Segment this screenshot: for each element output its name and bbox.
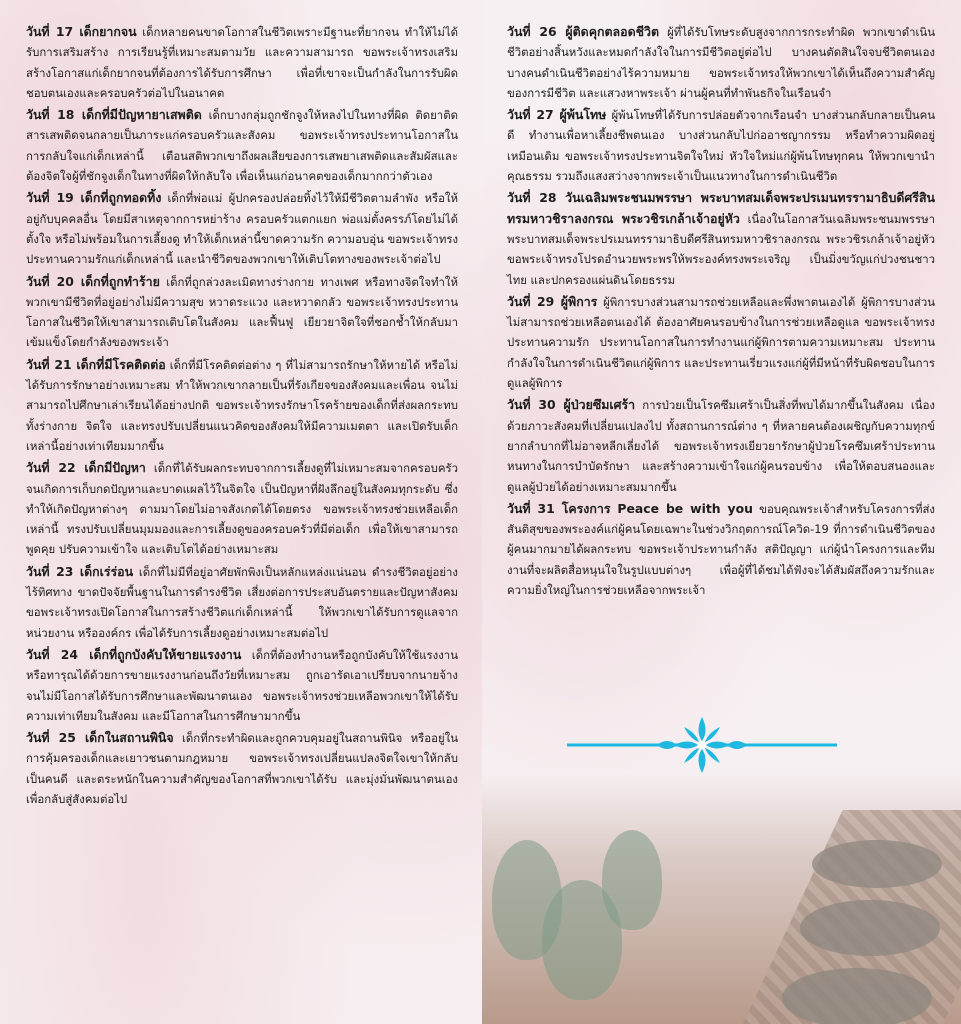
entry-day-24 <box>26 645 458 726</box>
entry-heading: วันที่ 19 เด็กที่ถูกทอดทิ้ง <box>26 190 162 206</box>
entry-body: เด็กที่ไม่มีที่อยู่อาศัยพักพิงเป็นหลักแหล่งแน่นอน ดำรงชีวิตอยู่อย่างไร้ทิศทาง ขาดปัจจัยพื้นฐานในการดำรงชีวิต เสี่ยงต่อการประสบอันตรายและปัญหาสังคม ขอพระเจ้าทรงเปิดโอกาสในการสร้างชีวิตแก่เด็กเหล่านี้ ให้พวกเขาได้รับการดูแลจากหน่วยงาน หรือองค์กร เพื่อได้รับการเลี้ยงดูอย่างเหมาะสมต่อไป <box>26 564 458 640</box>
entry-day-17 <box>26 22 458 103</box>
entry-heading: วันที่ 26 ผู้ติดคุกตลอดชีวิต <box>507 24 660 39</box>
entry-day-21 <box>26 355 458 456</box>
entry-day-26 <box>507 22 935 103</box>
entry-heading: วันที่ 25 เด็กในสถานพินิจ <box>26 730 174 746</box>
entry-day-27 <box>507 105 935 186</box>
stepping-stone <box>800 900 940 956</box>
stepping-stone <box>812 840 942 888</box>
entry-body: เนื่องในโอกาสวันเฉลิมพระชนมพรรษา พระบาทสมเด็จพระปรเมนทรรามาธิบดีศรีสินทรมหาวชิราลงกรณ พระวชิรเกล้าเจ้าอยู่หัว ขอพระเจ้าทรงโปรดอำนวยพระพรให้พระองค์ทรงพระเจริญ เป็นมิ่งขวัญแก่ปวงชนชาวไทย และปกครองแผ่นดินโดยธรรม <box>507 211 935 287</box>
entry-heading: วันที่ 18 เด็กที่มีปัญหายาเสพติด <box>26 107 202 123</box>
entry-heading: วันที่ 21 เด็กที่มีโรคติดต่อ <box>26 356 166 372</box>
entry-heading: วันที่ 20 เด็กที่ถูกทำร้าย <box>26 273 160 289</box>
flower-ornament-icon <box>567 715 837 775</box>
right-column <box>507 22 935 602</box>
entry-day-29 <box>507 292 935 393</box>
entry-heading: วันที่ 27 ผู้พ้นโทษ <box>507 107 607 123</box>
entry-body: เด็กที่ถูกล่วงละเมิดทางร่างกาย ทางเพศ หรือทางจิตใจทำให้พวกเขามีชีวิตที่อยู่อย่างไม่มีความสุข หวาดระแวง และหวาดกลัว ขอพระเจ้าทรงประทานโอกาสในชีวิตให้เขาสามารถเติบโตในสังคม และฟื้นฟู เยียวยาจิตใจที่ชอกช้ำให้กลับมาเข้มแข็งโดยกำลังของพระเจ้า <box>26 274 459 350</box>
plant-leaf <box>602 830 662 930</box>
entry-body: ผู้ที่ได้รับโทษระดับสูงจากการกระทำผิด พวกเขาดำเนินชีวิตอย่างสิ้นหวังและหมดกำลังใจในการมีชีวิตอยู่ต่อไป บางคนตัดสินใจจบชีวิตตนเอง บางคนดำเนินชีวิตอย่างไร้ความหมาย ขอพระเจ้าทรงให้พวกเขาได้เห็นถึงความสำคัญของการมีชีวิต และแสวงหาพระเจ้า ผ่านผู้คนที่ทำพันธกิจในเรือนจำ <box>507 25 935 100</box>
stepping-stone <box>782 968 932 1024</box>
entry-day-18 <box>26 105 458 186</box>
entry-body: เด็กที่มีโรคติดต่อต่าง ๆ ที่ไม่สามารถรักษาให้หายได้ หรือไม่ได้รับการรักษาอย่างเหมาะสม ทำให้พวกเขากลายเป็นที่รังเกียจของสังคมและเพื่อน จนไม่สามารถไปศึกษาเล่าเรียนได้อย่างปกติ ขอพระเจ้าทรงรักษาโรคร้ายของเด็กที่ส่งผลกระทบทั้งร่างกาย จิตใจ และทรงปรับเปลี่ยนแนวคิดของสังคมให้มีความเมตตา และเปิดรับเด็กเหล่านี้อย่างเท่าเทียมมากขึ้น <box>26 357 458 453</box>
entry-heading: วันที่ 24 เด็กที่ถูกบังคับให้ขายแรงงาน <box>26 646 242 662</box>
entry-day-25 <box>26 728 458 809</box>
entry-day-20 <box>26 272 458 353</box>
entry-body: เด็กที่ต้องทำงานหรือถูกบังคับให้ใช้แรงงาน หรือทารุณได้ด้วยการขายแรงงานก่อนถึงวัยที่เหมาะสม ถูกเอารัดเอาเปรียบจากนายจ้างจนไม่มีโอกาสได้รับการศึกษาและพัฒนาตนเอง ขอพระเจ้าทรงช่วยเหลือพวกเขาให้ได้รับความเท่าเทียมในสังคม และมีโอกาสในการศึกษามากขึ้น <box>26 647 458 723</box>
entry-body: เด็กบางกลุ่มถูกชักจูงให้หลงไปในทางที่ผิด ติดยาติดสารเสพติดจนกลายเป็นภาระแก่ครอบครัวและสังคม ขอพระเจ้าทรงประทานโอกาสในการกลับใจแก่เด็กเหล่านี้ เตือนสติพวกเขาถึงผลเสียของการเสพยาเสพติดและสัมผัสและต้องจิตใจผู้ที่ชักจูงเด็กในทางที่ผิดให้กลับใจ เพื่อเห็นแก่อนาคตของเด็กมากกว่าตัวเอง <box>26 108 458 184</box>
entry-body: เด็กหลายคนขาดโอกาสในชีวิตเพราะมีฐานะที่ยากจน ทำให้ไม่ได้รับการเสริมสร้าง การเรียนรู้ที่เหมาะสมตามวัย และความสามารถ ขอพระเจ้าทรงเสริมสร้างโอกาสแก่เด็กยากจนที่ต้องการได้รับการศึกษา เพื่อที่เขาจะเป็นกำลังในการรับผิดชอบตนเองและครอบครัวต่อไปในอนาคต <box>26 25 458 100</box>
entry-day-22 <box>26 458 458 559</box>
garden-photo <box>482 770 961 1024</box>
entry-body: ผู้พ้นโทษที่ได้รับการปล่อยตัวจากเรือนจำ บางส่วนกลับกลายเป็นคนดี ทำงานเพื่อหาเลี้ยงชีพตนเอง บางส่วนกลับไปก่ออาชญากรรม หรือทำความผิดอยู่เหมือนเดิม ขอพระเจ้าทรงประทานจิตใจใหม่ หัวใจใหม่แก่ผู้พ้นโทษทุกคน ให้พวกเขานำคุณธรรม รวมถึงแสงสว่างจากพระเจ้าเป็นแนวทางในการดำเนินชีวิต <box>507 108 935 184</box>
entry-body: เด็กที่กระทำผิดและถูกควบคุมอยู่ในสถานพินิจ หรืออยู่ในการคุ้มครองเด็กและเยาวชนตามกฎหมาย ขอพระเจ้าทรงเปลี่ยนแปลงจิตใจเขาให้กลับเป็นคนดี และตระหนักในความสำคัญของโอกาสที่พวกเขาได้รับ และมุ่งมั่นพัฒนาตนเองเพื่อกลับสู่สังคมต่อไป <box>26 731 458 806</box>
entry-body: การป่วยเป็นโรคซึมเศร้าเป็นสิ่งที่พบได้มากขึ้นในสังคม เนื่องด้วยภาวะสังคมที่เปลี่ยนแปลงไป ทั้งสถานการณ์ต่าง ๆ ที่หลายคนต้องเผชิญกับความทุกข์ยากลำบากที่ไม่อาจหลีกเลี่ยงได้ ขอพระเจ้าทรงเยียวยารักษาผู้ป่วยโรคซึมเศร้าประทานหนทางในการบำบัดรักษา และสร้างความเข้าใจแก่ผู้คนรอบข้าง เพื่อให้ตอบสนองและดูแลผู้ป่วยได้อย่างเหมาะสมมากขึ้น <box>507 398 935 494</box>
entry-heading: วันที่ 22 เด็กมีปัญหา <box>26 460 146 476</box>
entry-body: ผู้พิการบางส่วนสามารถช่วยเหลือและพึ่งพาตนเองได้ ผู้พิการบางส่วนไม่สามารถช่วยเหลือตนเองได้ ต้องอาศัยคนรอบข้างในการช่วยเหลือดูแล ขอพระเจ้าทรงประทานความรัก ประทานโอกาสในการทำงานแก่ผู้พิการตามความเหมาะสม ประทานกำลังใจในการดำเนินชีวิตแก่ผู้พิการ และประทานเรี่ยวแรงแก่ผู้ที่มีหน้าที่รับผิดชอบในการดูแลผู้พิการ <box>507 294 935 391</box>
entry-day-30 <box>507 395 935 496</box>
entry-body: เด็กที่พ่อแม่ ผู้ปกครองปล่อยทิ้งไว้ให้มีชีวิตตามลำพัง หรือให้อยู่กับบุคคลอื่น โดยมีสาเหตุจากการหย่าร้าง ครอบครัวแตกแยก พ่อแม่ตั้งครรภ์โดยไม่ได้ตั้งใจ หรือไม่พร้อมในการเลี้ยงดู ทำให้เด็กเหล่านี้ขาดความรัก ความอบอุ่น ขอพระเจ้าทรงประทานความรักแก่เด็กเหล่านี้ และนำชีวิตของพวกเขาให้เติบโตทางของพระเจ้าต่อไป <box>26 191 459 267</box>
entry-heading: วันที่ 30 ผู้ป่วยซึมเศร้า <box>507 397 636 413</box>
entry-heading: วันที่ 28 วันเฉลิมพระชนมพรรษา พระบาทสมเด็จพระปรเมนทรรามาธิบดีศรีสินทรมหาวชิราลงกรณ พระวชิรเกล้าเจ้าอยู่หัว <box>507 190 935 226</box>
entry-body: เด็กที่ได้รับผลกระทบจากการเลี้ยงดูที่ไม่เหมาะสมจากครอบครัว จนเกิดการเก็บกดปัญหาและบาดแผลไว้ในจิตใจ เป็นปัญหาที่ฝังลึกอยู่ในสังคมทุกระดับ ซึ่งทำให้เกิดปัญหาต่างๆ ตามมาโดยไม่อาจสังเกตได้โดยตรง ขอพระเจ้าทรงช่วยเหลือเด็กเหล่านี้ ทรงปรับเปลี่ยนมุมมองและการเลี้ยงดูของครอบครัวที่มีต่อเด็ก เพื่อให้เขาสามารถพูดคุย ปรับความเข้าใจ และเติบโตได้อย่างเหมาะสม <box>26 461 458 557</box>
entry-heading: วันที่ 23 เด็กเร่ร่อน <box>26 563 134 579</box>
entry-day-31 <box>507 499 935 600</box>
entry-body: ขอบคุณพระเจ้าสำหรับโครงการที่ส่งสันติสุขของพระองค์แก่ผู้คนโดยเฉพาะในช่วงวิกฤตการณ์โควิด-19 ที่การดำเนินชีวิตของผู้คนมากมายได้ผลกระทบ ขอพระเจ้าประทานกำลัง สติปัญญา แก่ผู้นำโครงการและทีมงานที่จะผลิตสื่อหนุนใจในรูปแบบต่างๆ เพื่อผู้ที่ได้ชมได้ฟังจะได้สัมผัสถึงความรักและความยิ่งใหญ่ในการช่วยเหลือจากพระเจ้า <box>507 501 935 598</box>
entry-heading: วันที่ 17 เด็กยากจน <box>26 24 137 39</box>
entry-day-28 <box>507 188 935 289</box>
entry-heading: วันที่ 29 ผู้พิการ <box>507 293 598 309</box>
left-column <box>26 22 458 811</box>
entry-heading: วันที่ 31 โครงการ Peace be with you <box>507 500 753 516</box>
entry-day-19 <box>26 188 458 269</box>
entry-day-23 <box>26 562 458 643</box>
